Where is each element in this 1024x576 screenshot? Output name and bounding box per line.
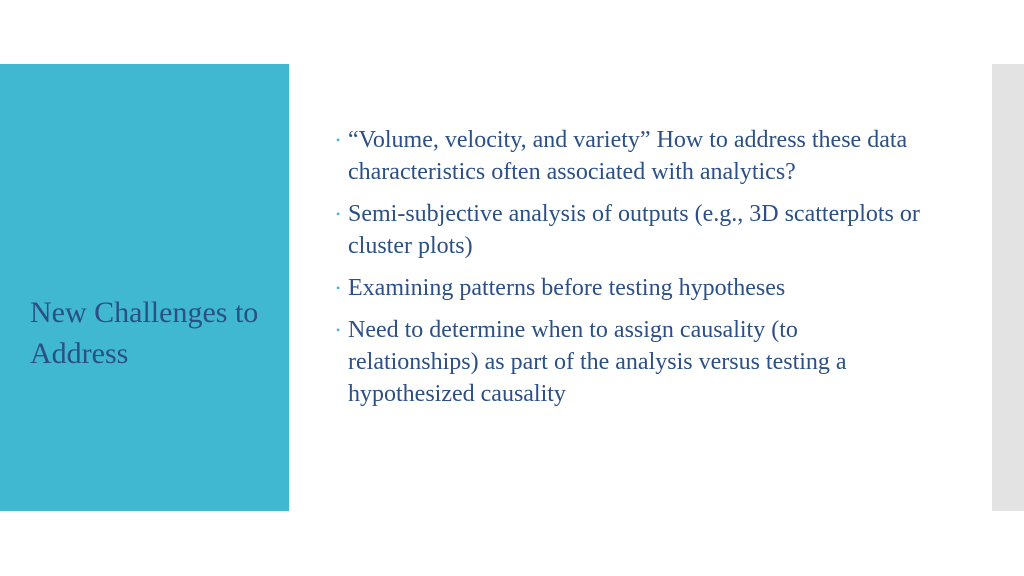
bullet-icon: • xyxy=(336,207,341,221)
bullet-text: Examining patterns before testing hypotheses xyxy=(348,275,786,301)
side-strip xyxy=(992,64,1024,511)
bullet-text: Semi-subjective analysis of outputs (e.g., 3D scatterplots or cluster plots) xyxy=(348,201,920,259)
bullet-list xyxy=(336,124,936,420)
slide-title: New Challenges to Address xyxy=(30,296,259,370)
bullet-item xyxy=(336,314,936,410)
bullet-icon: • xyxy=(336,323,341,337)
bullet-text: Need to determine when to assign causality (to relationships) as part of the analysis versus testing a hypothesized causality xyxy=(348,317,847,407)
bullet-icon: • xyxy=(336,281,341,295)
bullet-item xyxy=(336,272,936,304)
bullet-icon: • xyxy=(336,133,341,147)
bullet-text: “Volume, velocity, and variety” How to address these data characteristics often associated with analytics? xyxy=(348,127,908,185)
bullet-item xyxy=(336,198,936,262)
bullet-item xyxy=(336,124,936,188)
title-panel xyxy=(0,64,289,511)
